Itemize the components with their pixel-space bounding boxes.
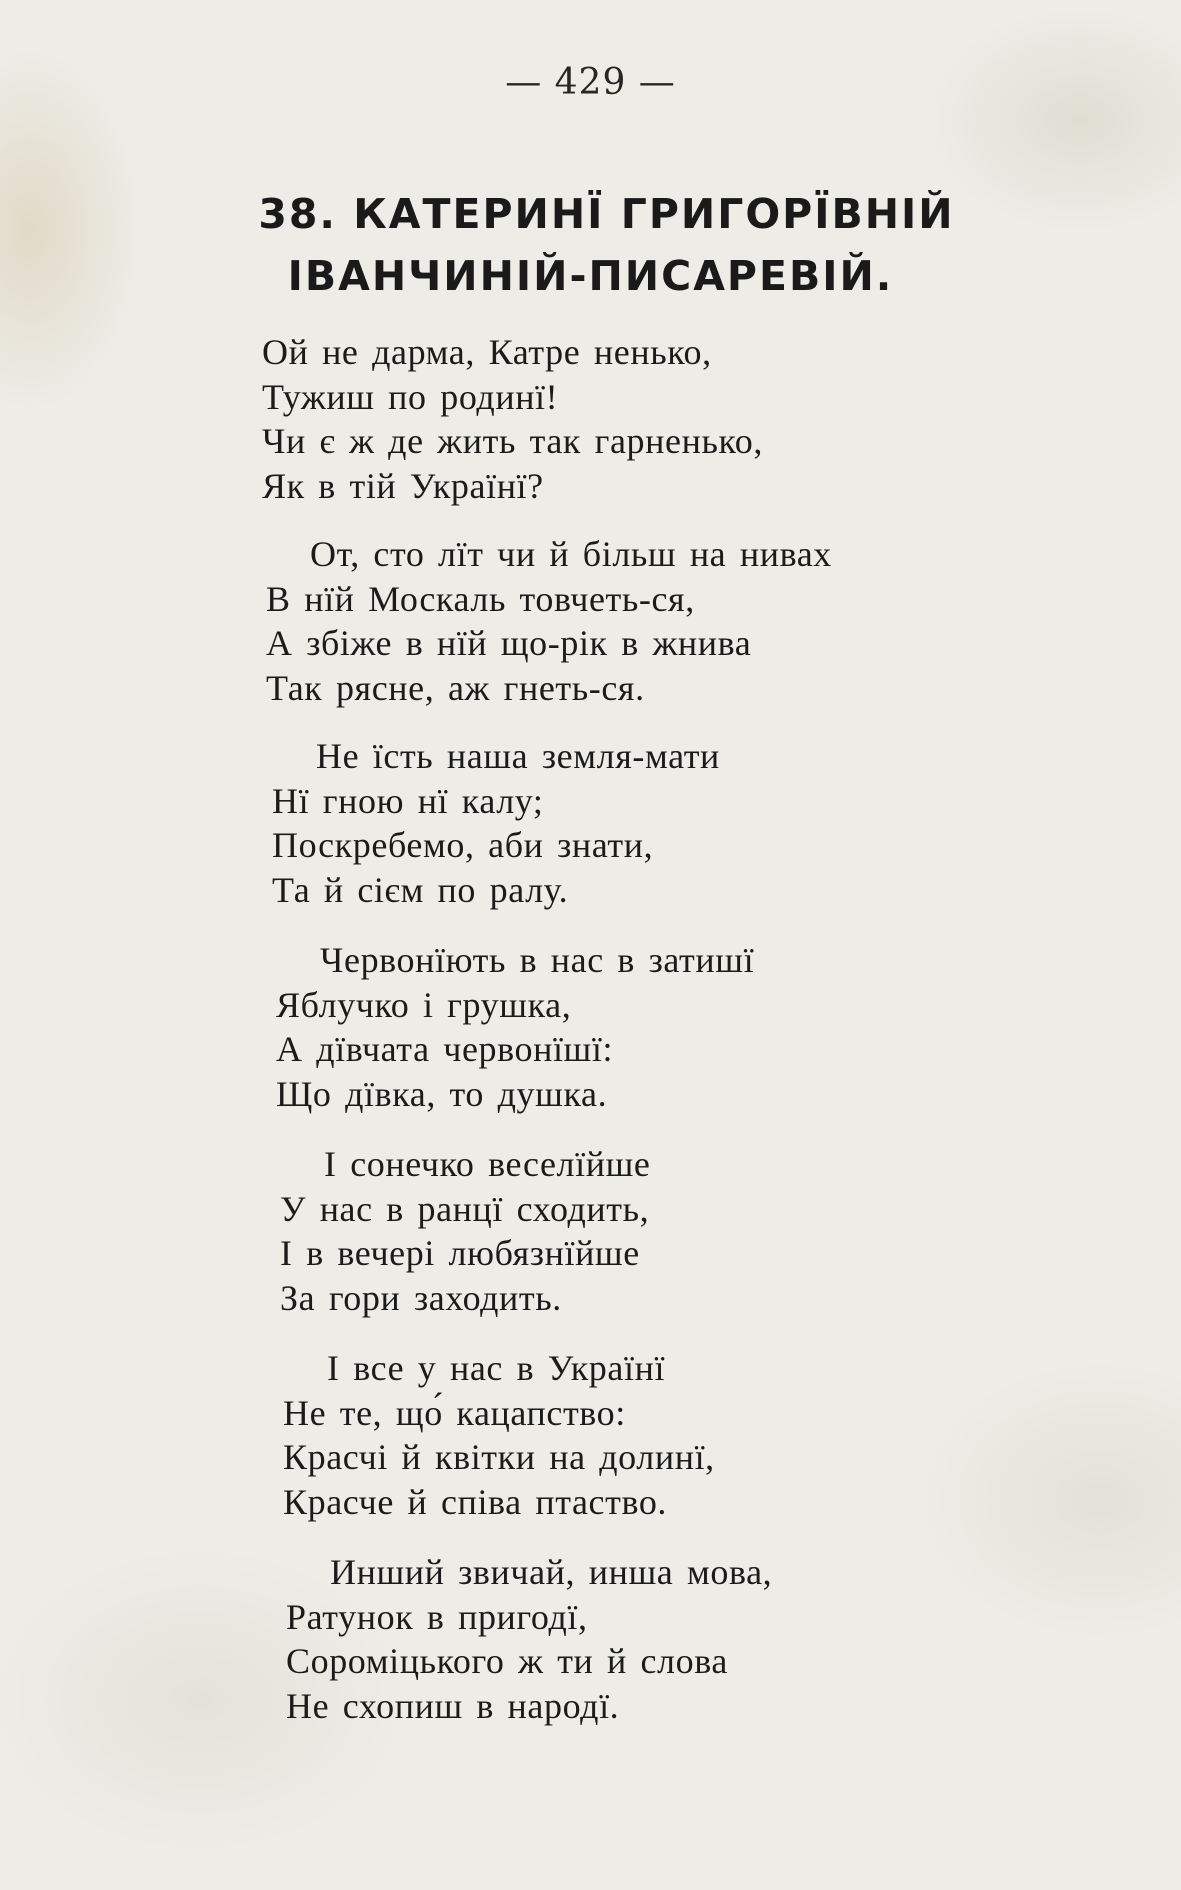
page-number: — 429 — [505, 62, 676, 103]
stanza-2 [266, 532, 832, 710]
verse-line: Так рясне, аж гнеть-ся. [266, 667, 645, 708]
verse-line: В нїй Москаль товчеть-ся, [266, 578, 695, 619]
verse-line: Що дївка, то душка. [276, 1073, 608, 1114]
stanza-6 [283, 1346, 715, 1524]
verse-line: Не те, що́ кацапство: [283, 1392, 626, 1433]
verse-line: Красче й співа птаство. [283, 1481, 668, 1522]
verse-line: От, сто лїт чи й більш на нивах [310, 534, 832, 574]
verse-line: Чи є ж де жить так гарненько, [262, 421, 763, 461]
stanza-4 [276, 938, 754, 1116]
verse-line: Та й сієм по ралу. [272, 869, 569, 910]
stanza-3 [272, 734, 720, 912]
verse-line: Як в тій Українї? [262, 465, 544, 506]
verse-line: Не їсть наша земля-мати [316, 736, 720, 776]
verse-line: І в вечері любязнїйше [280, 1233, 640, 1273]
poem-title-line-1: 38. КАТЕРИНЇ ГРИГОРЇВНІЙ [258, 190, 955, 238]
verse-line: І все у нас в Українї [327, 1348, 666, 1388]
verse-line: Ратунок в пригодї, [286, 1596, 588, 1637]
verse-line: За гори заходить. [280, 1277, 562, 1318]
stanza-5 [280, 1142, 650, 1320]
verse-line: Ой не дарма, Катре ненько, [262, 332, 712, 372]
stanza-1 [262, 330, 763, 508]
verse-line: А збіже в нїй що-рік в жнива [266, 623, 752, 663]
verse-line: І сонечко веселїйше [324, 1144, 651, 1184]
verse-line: Нї гною нї калу; [272, 780, 544, 821]
verse-line: Поскребемо, аби знати, [272, 825, 654, 865]
verse-line: Красчі й квітки на долинї, [283, 1437, 715, 1477]
verse-line: Тужиш по родинї! [262, 376, 559, 417]
verse-line: Не схопиш в народї. [286, 1685, 620, 1726]
poem-title-line-2: ІВАНЧИНІЙ-ПИСАРЕВІЙ. [287, 252, 894, 300]
verse-line: Сороміцького ж ти й слова [286, 1641, 728, 1681]
verse-line: А дївчата червонїшї: [276, 1029, 614, 1069]
verse-line: Яблучко і грушка, [276, 984, 572, 1025]
verse-line: У нас в ранцї сходить, [280, 1188, 650, 1229]
stanza-7 [286, 1550, 772, 1728]
verse-line: Инший звичай, инша мова, [330, 1552, 773, 1592]
verse-line: Червонїють в нас в затишї [320, 940, 755, 980]
